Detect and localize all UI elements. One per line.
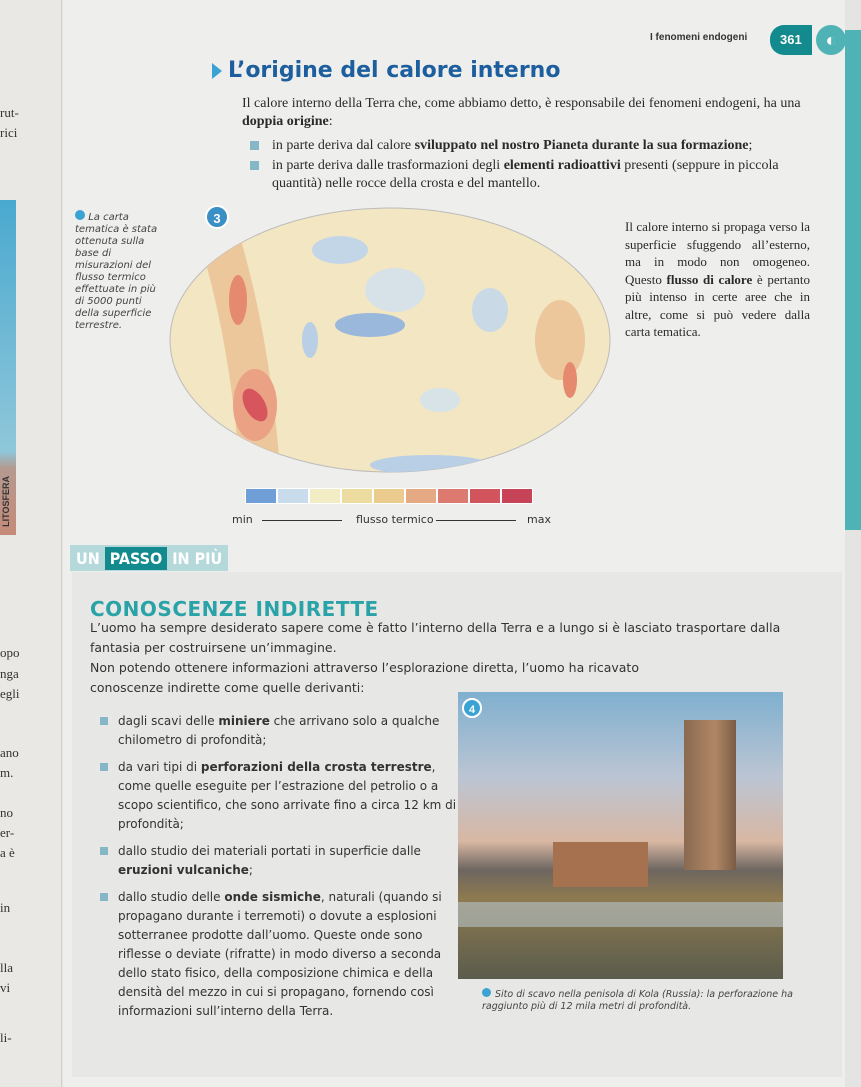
- cold-spot: [420, 388, 460, 412]
- item-text: , naturali (quando si propagano durante i terremoti) o dovute a esplosioni sotterranee prodotte dall’uomo. Queste onde sono riflesse o deviate (rifratte) in modo diverso a seconda dello stato fisico, della composizione chimica e della densità del mezzo in cui si propagano, fornendo così informazioni sull’interno della Terra.: [118, 890, 442, 1018]
- fragment: ano: [0, 745, 19, 760]
- item-text: che arrivano solo a qualche chilometro di profondità;: [118, 714, 440, 747]
- legend-swatch: [373, 488, 405, 504]
- heat-band: [535, 300, 585, 380]
- item-text: da vari tipi di: [118, 760, 201, 774]
- fragment: no: [0, 805, 13, 820]
- legend-swatch: [469, 488, 501, 504]
- hot-spot: [229, 275, 247, 325]
- fragment: m.: [0, 765, 14, 780]
- kola-borehole-photo: [458, 692, 783, 979]
- item-text: , come quelle eseguite per l’estrazione del petrolio o a scopo scientifico, che sono arrivate fino a circa 12 km di profondità;: [118, 760, 457, 831]
- fragment: rut-: [0, 105, 19, 120]
- cold-spot: [365, 268, 425, 312]
- litosfera-label: LITOSFERA: [1, 476, 11, 527]
- map-legend: [245, 488, 533, 504]
- item-text: dallo studio delle: [118, 890, 225, 904]
- legend-arrow-left: [262, 520, 342, 521]
- bullet-item: [242, 157, 812, 193]
- heat-flow-map: [160, 200, 620, 480]
- list-item: [92, 842, 457, 880]
- intro-text: Il calore interno della Terra che, come abbiamo detto, è responsabile dei fenomeni endogeni, ha una: [242, 96, 801, 111]
- cold-spot: [335, 313, 405, 337]
- list-item: [92, 712, 457, 750]
- fragment: lla: [0, 960, 13, 975]
- bullet-item: [242, 137, 812, 155]
- bullet-text: in parte deriva dal calore: [272, 138, 415, 153]
- fragment: egli: [0, 686, 20, 701]
- photo-water: [458, 902, 783, 927]
- bullet-bold: elementi radioattivi: [503, 158, 621, 173]
- photo-badge: 4: [462, 698, 482, 718]
- bullet-bold: sviluppato nel nostro Pianeta durante la sua formazione: [414, 138, 749, 153]
- box-intro: [90, 618, 830, 698]
- item-bold: perforazioni della crosta terrestre: [200, 760, 432, 774]
- photo-caption: [482, 988, 802, 1013]
- caption-marker-icon: [482, 988, 491, 997]
- fragment: vi: [0, 980, 11, 995]
- banner-text: IN PIÙ: [172, 548, 223, 568]
- legend-swatch: [309, 488, 341, 504]
- intro-end: :: [328, 114, 333, 129]
- legend-swatch: [405, 488, 437, 504]
- legend-swatch: [437, 488, 469, 504]
- caption-marker-icon: [75, 210, 85, 220]
- box-banner: [70, 545, 228, 571]
- figure-badge: 3: [205, 205, 229, 229]
- bullet-text: presenti (seppure in piccola quantità) nelle rocce della crosta e del mantello.: [272, 158, 779, 191]
- box-paragraph: Non potendo ottenere informazioni attraverso l’esplorazione diretta, l’uomo ha ricavato conoscenze indirette come quelle derivanti:: [90, 660, 639, 695]
- bullet-text: in parte deriva dalle trasformazioni degli: [272, 158, 504, 173]
- item-text: dagli scavi delle: [118, 714, 219, 728]
- chapter-tab: [845, 30, 861, 530]
- fragment: rici: [0, 125, 18, 140]
- item-bold: miniere: [218, 714, 270, 728]
- globe-icon: ◐: [816, 25, 846, 55]
- list-item: [92, 888, 457, 1021]
- side-text: è pertanto più intenso in certe aree che in altre, come si può vedere dalla carta tematica.: [625, 271, 810, 339]
- item-bold: onde sismiche: [224, 890, 321, 904]
- item-text: dallo studio dei materiali portati in superficie dalle: [118, 844, 421, 858]
- list-item: [92, 758, 457, 834]
- page-number: 361: [770, 25, 812, 55]
- bullet-text: ;: [748, 138, 753, 153]
- map-caption-text: La carta tematica è stata ottenuta sulla base di misurazioni del flusso termico effettuate in più di 5000 punti della superficie terrestre.: [75, 212, 158, 331]
- item-text: ;: [248, 863, 253, 877]
- box-paragraph: L’uomo ha sempre desiderato sapere come è fatto l’interno della Terra e a lungo si è lasciato trasportare dalla fantasia per costruirsene un’immagine.: [90, 620, 781, 655]
- legend-max: max: [527, 513, 551, 526]
- item-bold: eruzioni vulcaniche: [118, 863, 249, 877]
- legend-swatch: [341, 488, 373, 504]
- cold-spot: [302, 322, 318, 358]
- fragment: opo: [0, 645, 20, 660]
- legend-arrow-right: [436, 520, 516, 521]
- facing-page: [0, 0, 62, 1087]
- banner-text: PASSO: [105, 547, 167, 570]
- photo-building: [553, 842, 648, 887]
- map-caption: [75, 210, 165, 332]
- intro-bold: doppia origine: [242, 114, 329, 129]
- side-paragraph: [625, 218, 810, 341]
- box-title: CONOSCENZE INDIRETTE: [90, 597, 379, 621]
- fragment: li-: [0, 1030, 12, 1045]
- legend-swatch: [277, 488, 309, 504]
- photo-tower: [684, 720, 736, 870]
- cold-spot: [472, 288, 508, 332]
- legend-swatch: [501, 488, 533, 504]
- fragment: nga: [0, 666, 19, 681]
- side-bold: flusso di calore: [666, 271, 753, 287]
- box-list: [92, 712, 457, 1029]
- intro-paragraph: [242, 95, 812, 193]
- banner-text: UN: [76, 548, 100, 568]
- section-title: L’origine del calore interno: [228, 58, 561, 83]
- legend-label: flusso termico: [356, 513, 434, 526]
- section-arrow-icon: [212, 63, 222, 79]
- legend-min: min: [232, 513, 253, 526]
- fragment: in: [0, 900, 11, 915]
- litosfera-tab: [0, 200, 16, 535]
- fragment: er-: [0, 825, 15, 840]
- photo-caption-text: Sito di scavo nella penisola di Kola (Russia): la perforazione ha raggiunto più di 12 mila metri di profondità.: [482, 989, 793, 1012]
- running-head: I fenomeni endogeni: [650, 32, 748, 43]
- side-text: Il calore interno si propaga verso la superficie sfuggendo all’esterno, ma in modo non omogeneo. Questo: [625, 219, 810, 287]
- hot-spot: [563, 362, 577, 398]
- cold-spot: [312, 236, 368, 264]
- legend-swatch: [245, 488, 277, 504]
- fragment: a è: [0, 845, 15, 860]
